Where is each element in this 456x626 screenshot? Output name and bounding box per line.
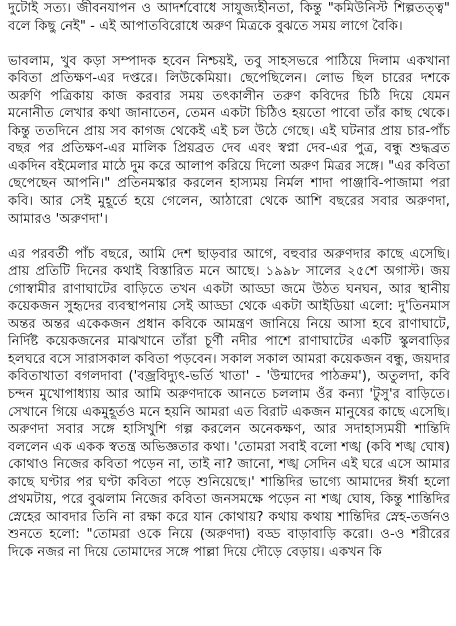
paragraph-spacer [8,228,450,246]
paragraph-ranaghat-visit: এর পরবর্তী পাঁচ বছরে, আমি দেশ ছাড়বার আগে, বহুবার অরুণদার কাছে এসেছি। প্রায় প্রতিটি দিনের কথাই বিস্তারিত মনে আছে। ১৯৯৮ সালের ২৫শে অগাস্ট। জয় গোস্বামীর রাণাঘাটের বাড়িতে তখন একটা আড্ডা জমে উঠত ঘনঘন, আর স্থানীয় কয়েকজন সুহৃদের ব্যবস্থাপনায় সেই আড্ডা থেকে একটা আইডিয়া এলো: দু'তিনমাস অন্তর অন্তর একেকজন প্রধান কবিকে আমন্ত্রণ জানিয়ে নিয়ে আসা হবে রাণাঘাটে, নির্দিষ্ট কয়েকজনের মাঝখানে তাঁরা চূর্ণী নদীর পাশে রাণাঘাটের একটি স্কুলবাড়ির হলঘরে বসে সারাসকাল কবিতা পড়বেন। সকাল সকাল আমরা কয়েকজন বন্ধু, জয়দার কবিতাখাতা বগলদাবা ('বজ্রবিদ্যুৎ-ভর্তি খাতা' - 'উন্মাদের পাঠক্রম'), অতুলদা, কবি চন্দন মুখোপাধ্যায় আর আমি অরুণদাকে আনতে চললাম ওঁর কন্যা 'টুসু'র বাড়িতে। সেখানে গিয়ে একমুহূর্তও মনে হয়নি আমরা এত বিরাট একজন মানুষের কাছে এসেছি। অরুণদা সবার সঙ্গে হাসিখুশি গল্প করলেন অনেকক্ষণ, আর সদাহাস্যময়ী শান্তিদি বললেন এক একক স্বতন্ত্র অভিজ্ঞতার কথা। 'তোমরা সবাই বলো শঙ্খ (কবি শঙ্খ ঘোষ) কোথাও নিজের কবিতা পড়েন না, তাই না? জানো, শঙ্খ সেদিন এই ঘরে এসে আমার কাছে ঘণ্টার পর ঘণ্টা কবিতা পড়ে শুনিয়েছে।' শান্তিদির ভাগ্যে আমাদের ঈর্ষা হলো প্রথমটায়, পরে বুঝলাম নিজের কবিতা জনসমক্ষে পড়েন না শঙ্খ ঘোষ, কিন্তু শান্তিদির স্নেহের আবদার তিনি না রক্ষা করে যান কোথায়? কথায় কথায় শান্তিদির স্নেহ-তর্জনও শুনতে হলো: "তোমরা ওকে নিয়ে (অরুণদা) বড্ড বাড়াবাড়ি করো। ও-ও শরীরের দিকে নজর না দিয়ে তোমাদের সঙ্গে পাল্লা দিয়ে দৌড়ে বেড়ায়। একখন কি [8,246,450,560]
paragraph-opening: দুটোই সত্য। জীবনযাপন ও আদর্শবোধে সাযুজ্যহীনতা, কিন্তু "কমিউনিস্ট শিল্পতত্ত্ব" বলে কিছু নেই" - এই আপাতবিরোধে অরুণ মিত্রকে বুঝতে সময় লাগে বৈকি। [8,1,450,34]
paragraph-spacer [8,35,450,53]
paragraph-first-meeting: ভাবলাম, খুব কড়া সম্পাদক হবেন নিশ্চয়ই, তবু সাহসভরে পাঠিয়ে দিলাম একখানা কবিতা প্রতিক্ষণ-এর দপ্তরে। লিউকেমিয়া। ছেপেছিলেন। লোভ ছিল চারের দশকে অরুণি পত্রিকায় কাজ করবার সময় তৎকালীন তরুণ কবিদের চিঠি দিয়ে যেমন মনোনীত লেখার কথা জানাতেন, তেমন একটা চিঠিও হয়তো পাবো তাঁর কাছ থেকে। কিন্তু ততদিনে প্রায় সব কাগজ থেকেই এই চল উঠে গেছে। এই ঘটনার প্রায় চার-পাঁচ বছর পর প্রতিক্ষণ-এর মালিক প্রিয়ব্রত দেব এবং স্বপ্না দেব-এর পুত্র, বন্ধু শুদ্ধব্রত একদিন বইমেলার মাঠে দুম করে আলাপ করিয়ে দিলো অরুণ মিত্রর সঙ্গে। "এর কবিতা ছেপেছেন আপনি।" প্রতিনমস্কার করলেন হাস্যময় নির্মল শাদা পাঞ্জাবি-পাজামা পরা কবি। আর সেই মুহূর্তে হয়ে গেলেন, আঠারো থেকে আশি বছরের সবার অরুণদা, আমারও 'অরুণদা'। [8,53,450,227]
